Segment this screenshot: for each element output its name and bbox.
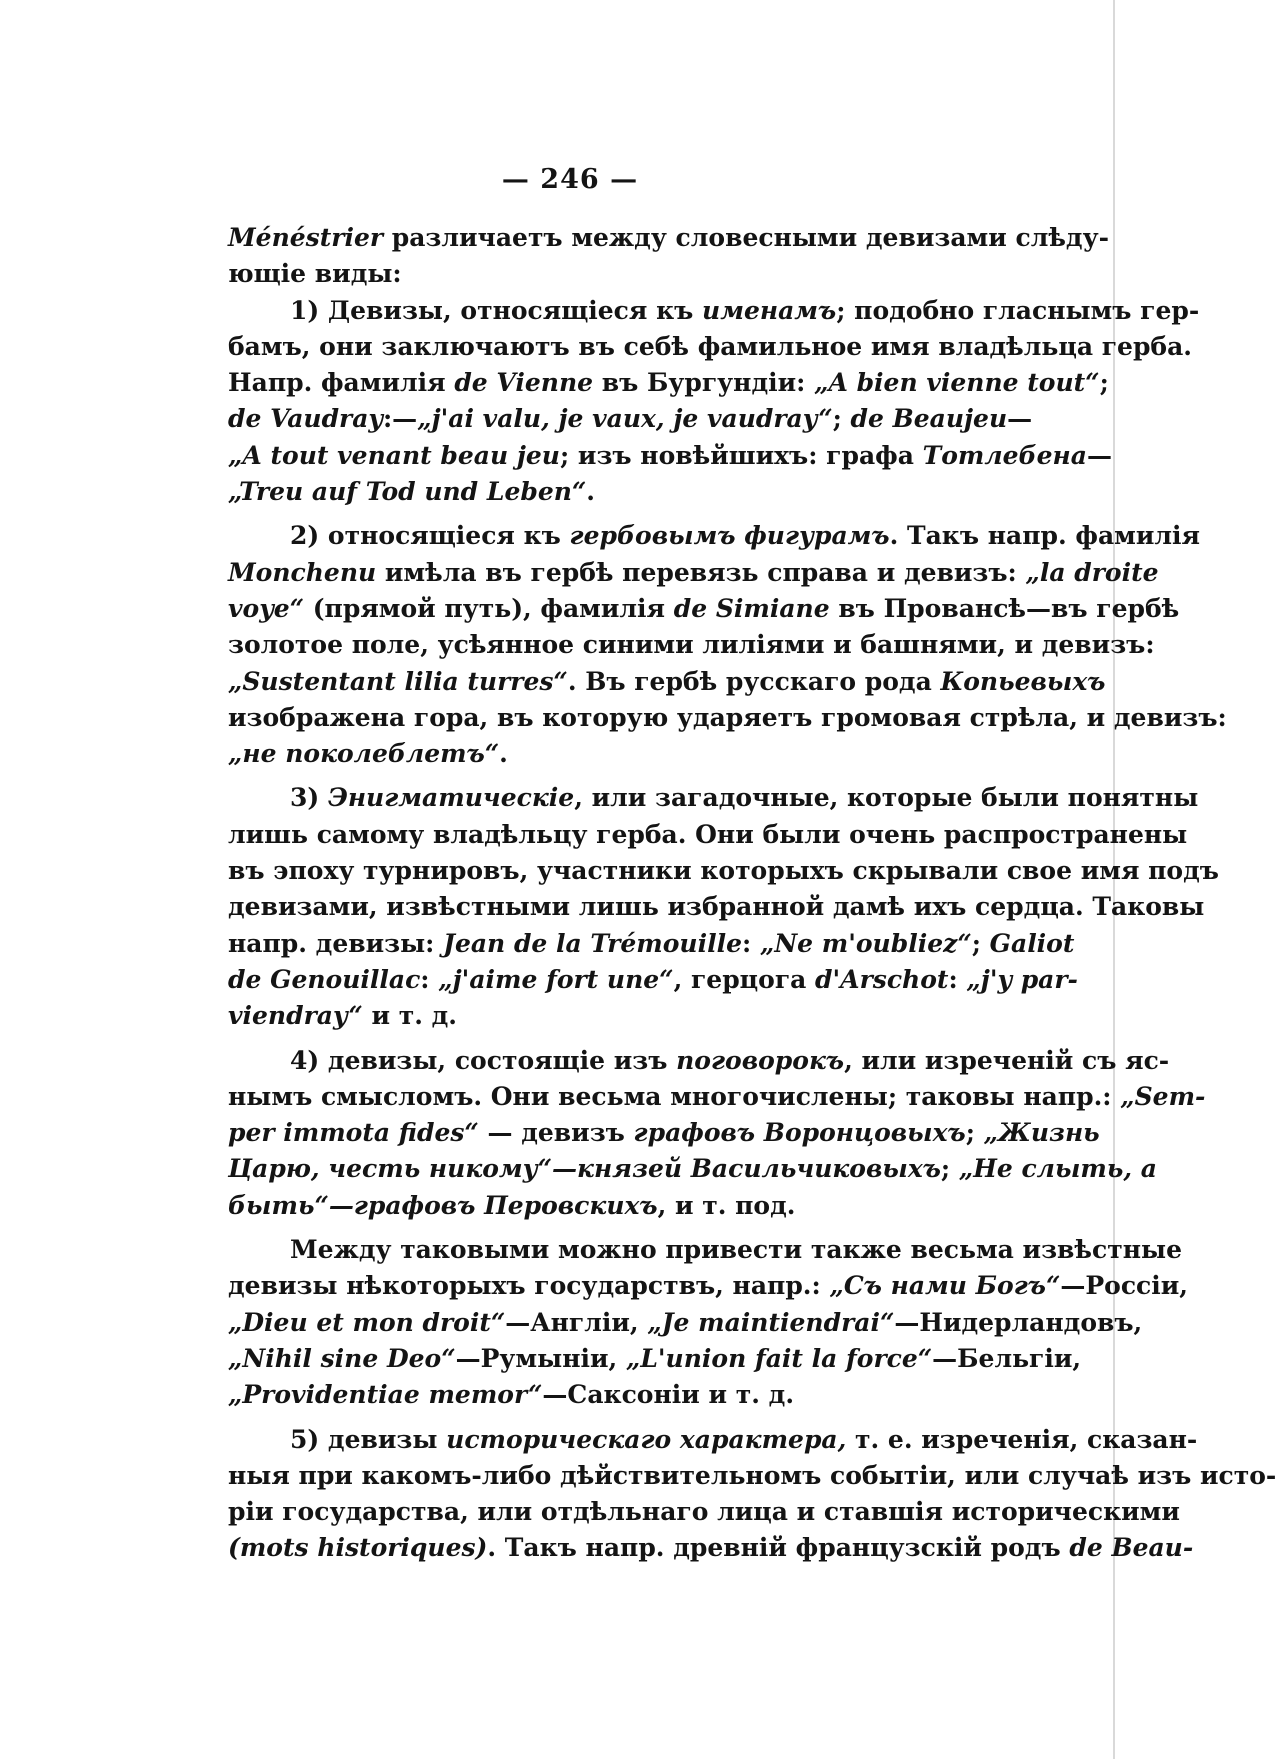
italic-text: de Simiane [673,593,830,623]
text-line [228,438,1112,474]
text-line [228,401,1033,437]
italic-text: de Vienne [454,368,594,398]
text-line [228,518,1201,554]
italic-text: гербовымъ фигурамъ [569,521,890,551]
text-line [228,1151,1157,1187]
text-line [228,1422,1198,1458]
italic-text: Ménéstrier [228,223,384,252]
text-run: — девизъ [478,1118,634,1148]
italic-text: „Съ нами Богъ“ [829,1271,1061,1301]
text-run: . Такъ напр. фамилія [889,521,1201,551]
italic-text: „A tout venant beau jeu [228,440,560,470]
text-run: въ Бургундіи: [593,368,815,398]
italic-text: „не поколеблетъ“ [228,739,500,769]
text-run: 2) относящіеся къ [290,521,570,551]
italic-text: de Genouillac [228,964,421,994]
text-run: 1) Девизы, относящіеся къ [290,295,703,325]
italic-text: графовъ Воронцовыхъ [633,1118,966,1148]
text-run: , и т. под. [657,1190,796,1220]
text-run: 5) девизы [290,1424,447,1454]
text-run: —Россіи, [1060,1271,1189,1301]
text-run: ныя при какомъ-либо дѣйствительномъ событіи, или случаѣ изъ исто- [228,1460,1276,1490]
text-run: т. е. изреченія, сказан- [846,1424,1198,1454]
text-run: различаетъ между словесными девизами слѣду- [383,223,1109,252]
text-run: ; [965,1118,984,1148]
text-line [228,365,1109,401]
italic-text: „Treu auf Tod und Leben“ [228,477,587,507]
text-run: : [948,964,967,994]
body-text [228,220,1276,1567]
text-line [228,736,1018,772]
text-line [228,998,1018,1034]
text-line [228,700,1227,736]
text-run: —Румыніи, [455,1343,626,1373]
text-run: Между таковыми можно привести также весьма извѣстные [290,1235,1182,1265]
text-run: девизами, извѣстными лишь избранной дамѣ ихъ сердца. Таковы [228,892,1205,922]
text-line [228,1377,1018,1413]
italic-text: d'Arschot [815,964,949,994]
text-line [228,1341,1082,1377]
text-run: . [499,739,508,769]
text-run: (прямой путь), фамилія [304,593,674,623]
text-line [228,591,1180,627]
italic-text: voye“ [228,593,305,623]
text-run: —Англіи, [505,1307,648,1337]
text-line [228,293,1200,329]
italic-text: „Sem- [1120,1081,1206,1111]
text-run: ріи государства, или отдѣльнаго лица и ставшія историческими [228,1497,1180,1527]
text-run: :— [382,404,418,434]
text-run: напр. девизы: [228,928,444,958]
text-line [228,555,1159,591]
text-line [228,1305,1143,1341]
italic-text: Jean de la Trémouille [443,928,742,958]
page-number: — 246 — [501,164,639,195]
italic-text: „j'aime fort une“ [438,964,674,994]
text-run: ; [940,1154,959,1184]
italic-text: „A bien vienne tout“ [814,368,1100,398]
text-run: ющіе виды: [228,259,402,289]
text-run: —Нидерландовъ, [894,1307,1143,1337]
text-run: —Саксоніи и т. д. [542,1380,795,1410]
text-line [228,1530,1194,1566]
text-run: Напр. фамилія [228,368,455,398]
italic-text: per immota fides“ [228,1118,479,1148]
text-line [228,962,1078,998]
italic-text: „Je maintiendrai“ [647,1307,895,1337]
italic-text: „Nihil sine Deo“ [228,1343,456,1373]
italic-text: viendray“ [228,1001,363,1031]
italic-text: именамъ [702,295,837,325]
text-line [228,329,1193,365]
italic-text: „Providentiae memor“ [228,1380,543,1410]
text-line [228,1115,1100,1151]
text-run: —Бельгіи, [932,1343,1082,1373]
text-run: , или изреченій съ яс- [844,1045,1170,1075]
text-run: 3) [290,783,328,813]
italic-text: „Ne m'oubliez“ [759,928,972,958]
text-run: имѣла въ гербѣ перевязь справа и девизъ: [376,557,1026,587]
text-run: нымъ смысломъ. Они весьма многочислены; таковы напр.: [228,1081,1121,1111]
text-run: , или загадочные, которые были понятны [574,783,1199,813]
text-run: . Такъ напр. древній французскій родъ [487,1533,1070,1563]
text-run: — [1007,404,1033,434]
text-line [228,1458,1276,1494]
italic-text: de Beaujeu [850,404,1008,434]
text-run: лишь самому владѣльцу герба. Они были очень распространены [228,819,1188,849]
paragraph-gap [228,772,1018,780]
text-run: 4) девизы, состоящіе изъ [290,1045,677,1075]
text-run: въ Провансѣ—въ гербѣ [829,593,1180,623]
italic-text: „la droite [1025,557,1159,587]
italic-text: Копьевыхъ [940,666,1106,696]
text-line [228,1188,1018,1224]
text-run: ; [832,404,851,434]
text-run: девизы нѣкоторыхъ государствъ, напр.: [228,1271,830,1301]
text-run: въ эпоху турнировъ, участники которыхъ скрывали свое имя подъ [228,856,1219,886]
text-line [228,1494,1180,1530]
text-run: , герцога [673,964,816,994]
text-run: ; подобно гласнымъ гер- [836,295,1200,325]
text-run: ; [1099,368,1109,398]
text-line [228,256,1018,292]
text-run: : [420,964,439,994]
text-run: — [1086,440,1112,470]
italic-text: поговорокъ [676,1045,845,1075]
paragraph-gap [228,1035,1018,1043]
text-run: и т. д. [362,1001,457,1031]
text-run: бамъ, они заключаютъ въ себѣ фамильное имя владѣльца герба. [228,331,1193,361]
italic-text: „L'union fait la force“ [625,1343,933,1373]
italic-text: „Dieu et mon droit“ [228,1307,506,1337]
text-line [228,627,1155,663]
italic-text: „j'ai valu, je vaux, je vaudray“ [417,404,833,434]
italic-text: „Жизнь [983,1118,1100,1148]
italic-text: Monchenu [228,557,377,587]
text-line [228,1268,1189,1304]
italic-text: историческаго характера, [446,1424,847,1454]
text-run: золотое поле, усѣянное синими лиліями и башнями, и девизъ: [228,630,1155,660]
paragraph-gap [228,510,1018,518]
text-run: изображена гора, въ которую ударяетъ громовая стрѣла, и девизъ: [228,702,1227,732]
italic-text: „Не слыть, а [958,1154,1157,1184]
text-line [228,889,1205,925]
text-line [228,1043,1170,1079]
italic-text: de Vaudray [228,404,383,434]
text-line [228,664,1106,700]
text-run: ; [971,928,990,958]
paragraph-gap [228,1224,1018,1232]
paragraph-gap [228,1414,1018,1422]
text-run: . Въ гербѣ русскаго рода [567,666,941,696]
italic-text: de Beau- [1069,1533,1194,1563]
italic-text: Энигматическіе [327,783,575,813]
italic-text: Царю, честь никому“—князей Васильчиковыхъ [228,1154,941,1184]
italic-text: Galiot [989,928,1075,958]
text-run: ; изъ новѣйшихъ: графа [559,440,923,470]
text-line [228,474,1018,510]
italic-text: (mots historiques) [228,1533,488,1563]
italic-text: „Sustentant lilia turres“ [228,666,568,696]
italic-text: Тотлебена [922,440,1087,470]
text-run: . [586,477,596,507]
text-line [228,1079,1206,1115]
text-line [228,220,1109,256]
text-line [228,780,1199,816]
text-line [228,853,1219,889]
text-line [228,817,1188,853]
italic-text: быть“—графовъ Перовскихъ [228,1190,658,1220]
text-line [228,926,1075,962]
italic-text: „j'y par- [966,964,1078,994]
text-run: : [742,928,760,958]
text-line [228,1232,1182,1268]
